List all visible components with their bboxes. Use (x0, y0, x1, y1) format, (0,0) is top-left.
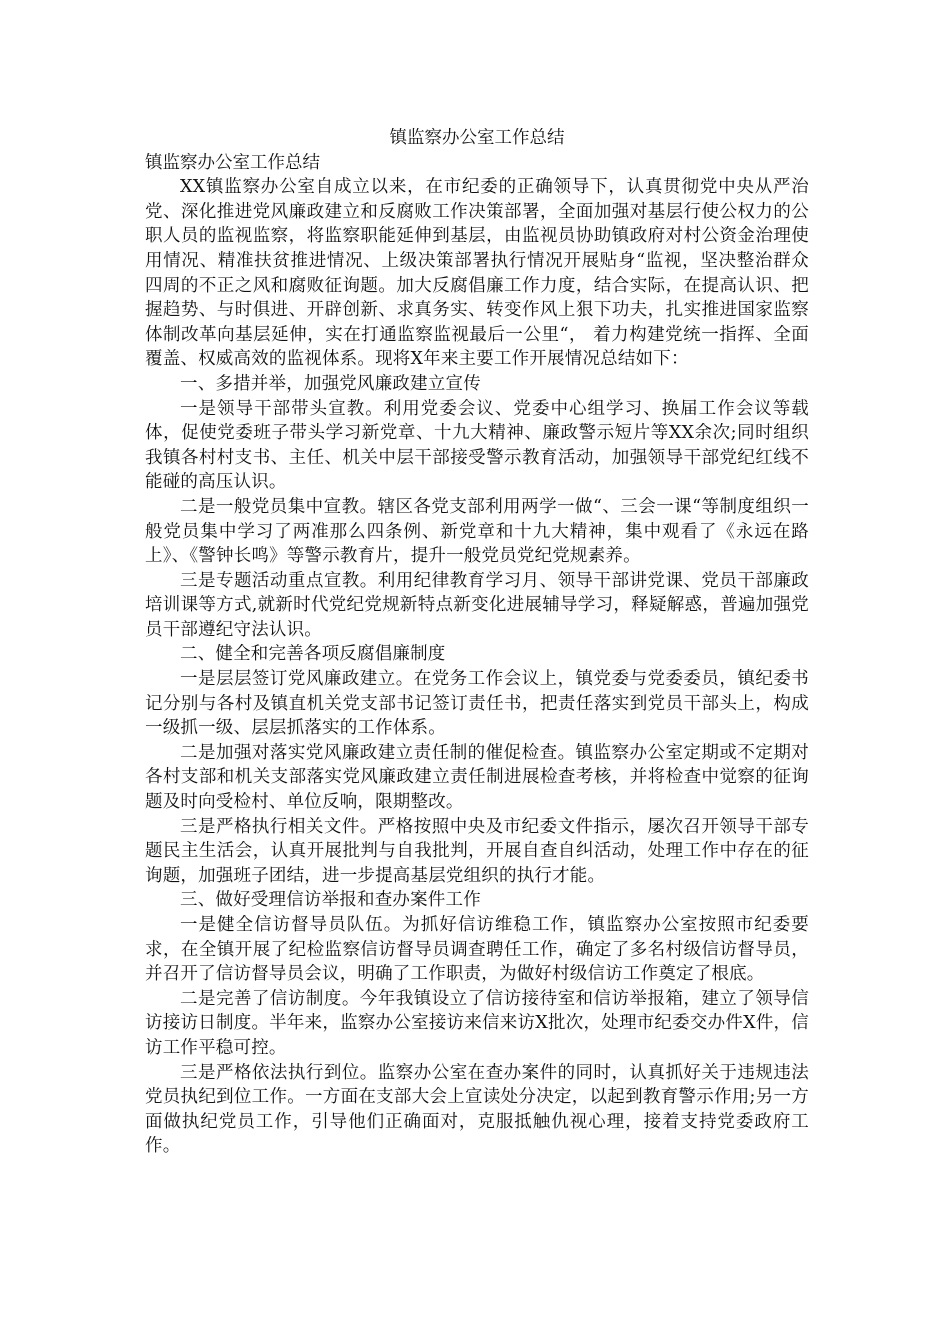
paragraph: 一是领导干部带头宣教。利用党委会议、党委中心组学习、换届工作会议等载体，促使党委班子带头学习新党章、十九大精神、廉政警示短片等XX余次;同时组织我镇各村村支书、主任、机关中层干部接受警示教育活动，加强领导干部党纪红线不能碰的高压认识。 (145, 398, 809, 493)
document-title: 镇监察办公室工作总结 (389, 128, 565, 148)
section-heading-3: 三、做好受理信访举报和查办案件工作 (180, 890, 481, 911)
paragraph: 三是严格执行相关文件。严格按照中央及市纪委文件指示，屡次召开领导干部专题民主生活会，认真开展批判与自我批判，开展自查自纠活动，处理工作中存在的征询题，加强班子团结，进一步提高基层党组织的执行才能。 (145, 816, 809, 886)
paragraph: 三是严格依法执行到位。监察办公室在查办案件的同时，认真抓好关于违规违法党员执纪到位工作。一方面在支部大会上宣读处分决定，以起到教育警示作用;另一方面做执纪党员工作，引导他们正确面对，克服抵触仇视心理，接着支持党委政府工作。 (145, 1062, 809, 1157)
section-heading-1: 一、多措并举，加强党风廉政建立宣传 (180, 373, 481, 394)
document-page (145, 126, 809, 1159)
paragraph-intro: XX镇监察办公室自成立以来，在市纪委的正确领导下，认真贯彻党中央从严治党、深化推进党风廉政建立和反腐败工作决策部署，全面加强对基层行使公权力的公职人员的监视监察，将监察职能延伸到基层，由监视员协助镇政府对村公资金治理使用情况、精准扶贫推进情况、上级决策部署执行情况开展贴身“监视，坚决整治群众四周的不正之风和腐败征询题。加大反腐倡廉工作力度，结合实际，在提高认识、把握趋势、与时俱进、开辟创新、求真务实、转变作风上狠下功夫，扎实推进国家监察体制改革向基层延伸，实在打通监察监视最后一公里“， 着力构建党统一指挥、全面覆盖、权威高效的监视体系。现将X年来主要工作开展情况总结如下： (145, 177, 809, 370)
document-subtitle: 镇监察办公室工作总结 (145, 152, 320, 173)
paragraph: 三是专题活动重点宣教。利用纪律教育学习月、领导干部讲党课、党员干部廉政培训课等方式,就新时代党纪党规新特点新变化进展辅导学习，释疑解惑，普遍加强党员干部遵纪守法认识。 (145, 570, 809, 640)
paragraph: 一是层层签订党风廉政建立。在党务工作会议上，镇党委与党委委员，镇纪委书记分别与各村及镇直机关党支部书记签订责任书，把责任落实到党员干部头上，构成一级抓一级、层层抓落实的工作体系。 (145, 669, 809, 739)
paragraph: 一是健全信访督导员队伍。为抓好信访维稳工作，镇监察办公室按照市纪委要求，在全镇开展了纪检监察信访督导员调查聘任工作，确定了多名村级信访督导员，并召开了信访督导员会议，明确了工作职责，为做好村级信访工作奠定了根底。 (145, 915, 809, 985)
section-heading-2: 二、健全和完善各项反腐倡廉制度 (180, 644, 446, 665)
paragraph: 二是加强对落实党风廉政建立责任制的催促检查。镇监察办公室定期或不定期对各村支部和机关支部落实党风廉政建立责任制进展检查考核，并将检查中觉察的征询题及时向受检村、单位反响，限期整改。 (145, 742, 809, 813)
paragraph: 二是完善了信访制度。今年我镇设立了信访接待室和信访举报箱，建立了领导信访接访日制度。半年来，监察办公室接访来信来访X批次，处理市纪委交办件X件，信访工作平稳可控。 (145, 988, 809, 1058)
paragraph: 二是一般党员集中宣教。辖区各党支部利用两学一做“、三会一课“等制度组织一般党员集中学习了两准那么四条例、新党章和十九大精神，集中观看了《永远在路上》、《警钟长鸣》等警示教育片，提升一般党员党纪党规素养。 (145, 496, 809, 567)
